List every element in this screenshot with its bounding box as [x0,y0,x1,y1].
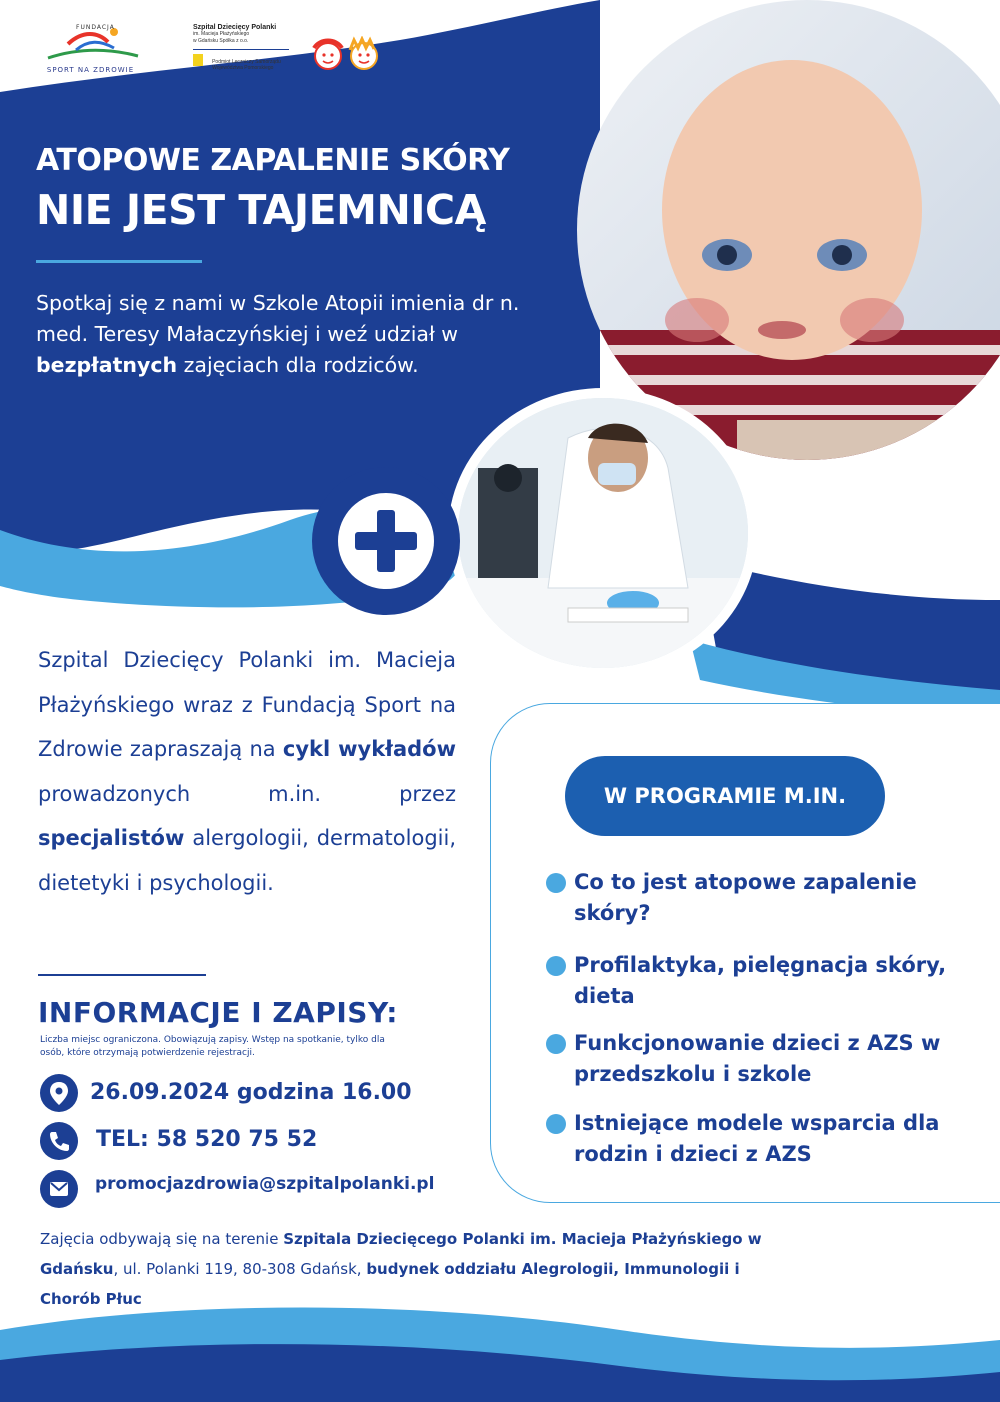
email-address[interactable]: promocjazdrowia@szpitalpolanki.pl [95,1174,435,1194]
main-p1: Szpital Dziecięcy Polanki im. Macieja Płażyńskiego wraz z Fundacją Sport na Zdrowie zapraszają na [38,648,456,761]
bullet-dot-icon [546,1114,566,1134]
info-title: INFORMACJE I ZAPISY: [38,996,398,1029]
email-icon [40,1170,78,1208]
phone-number[interactable]: TEL: 58 520 75 52 [96,1127,318,1152]
info-note: Liczba miejsc ograniczona. Obowiązują zapisy. Wstęp na spotkanie, tylko dla osób, które otrzymają potwierdzenie rejestracji. [40,1035,385,1058]
plus-icon [338,493,434,589]
footer-b1: Szpitala Dziecięcego Polanki im. Macieja Płażyńskiego w Gdańsku [40,1230,762,1278]
footer-b2: budynek oddziału Alegrologii, Immunologii i Chorób Płuc [40,1260,740,1308]
title-divider [36,260,202,263]
intro-text-bold: bezpłatnych [36,353,178,377]
hospital-sub2: w Gdańsku Spółka z o.o. [193,38,249,44]
main-p2-bold: specjalistów [38,826,185,850]
hospital-logo [193,24,293,73]
intro-text-after: zajęciach dla rodziców. [177,353,419,377]
program-item-text: Profilaktyka, pielęgnacja skóry, dieta [574,953,947,1008]
footer-t2: , ul. Polanki 119, 80-308 Gdańsk, [113,1260,367,1278]
bullet-dot-icon [546,956,566,976]
foundation-logo-name: SPORT NA ZDROWIE [46,66,135,74]
program-badge [565,756,885,836]
hospital-owner2: Województwa Pomorskiego [212,65,274,71]
intro-paragraph [36,288,536,381]
body-divider [38,974,206,976]
main-p2: prowadzonych m.in. przez [38,781,456,806]
footer-location [40,1224,800,1314]
region-crest-icon [193,54,203,66]
hospital-sub1: im. Macieja Płażyńskiego [193,31,250,37]
foundation-logo [28,22,153,82]
medical-plus-badge [312,467,460,615]
hospital-owner1: Podmiot Leczniczy Samorządu [212,59,281,65]
program-item-text: Istniejące modele wsparcia dla rodzin i dzieci z AZS [574,1111,940,1166]
program-item-text: Co to jest atopowe zapalenie skóry? [574,870,917,925]
hospital-divider [193,49,289,50]
event-date: 26.09.2024 godzina 16.00 [90,1080,412,1105]
main-p1-bold: cykl wykładów [282,737,456,761]
title-line1: ATOPOWE ZAPALENIE SKÓRY [36,143,510,178]
bullet-dot-icon [546,873,566,893]
program-item-text: Funkcjonowanie dzieci z AZS w przedszkolu i szkole [574,1031,941,1086]
location-pin-icon [40,1074,78,1112]
footer-t1: Zajęcia odbywają się na terenie [40,1230,284,1248]
phone-icon [40,1122,78,1160]
kids-faces-logo [306,36,384,72]
program-badge-label: W PROGRAMIE M.IN. [603,784,847,808]
hospital-name: Szpital Dziecięcy Polanki [193,24,277,31]
main-paragraph [38,638,456,905]
lab-photo [448,388,758,678]
main-p3: alergologii, dermatologii, dietetyki i psychologii. [38,826,456,895]
title-line2: NIE JEST TAJEMNICĄ [36,186,486,234]
intro-text-before: Spotkaj się z nami w Szkole Atopii imienia dr n. med. Teresy Małaczyńskiej i weź udział w [36,291,520,346]
foundation-logo-top: FUNDACJA [76,24,115,31]
bullet-dot-icon [546,1034,566,1054]
